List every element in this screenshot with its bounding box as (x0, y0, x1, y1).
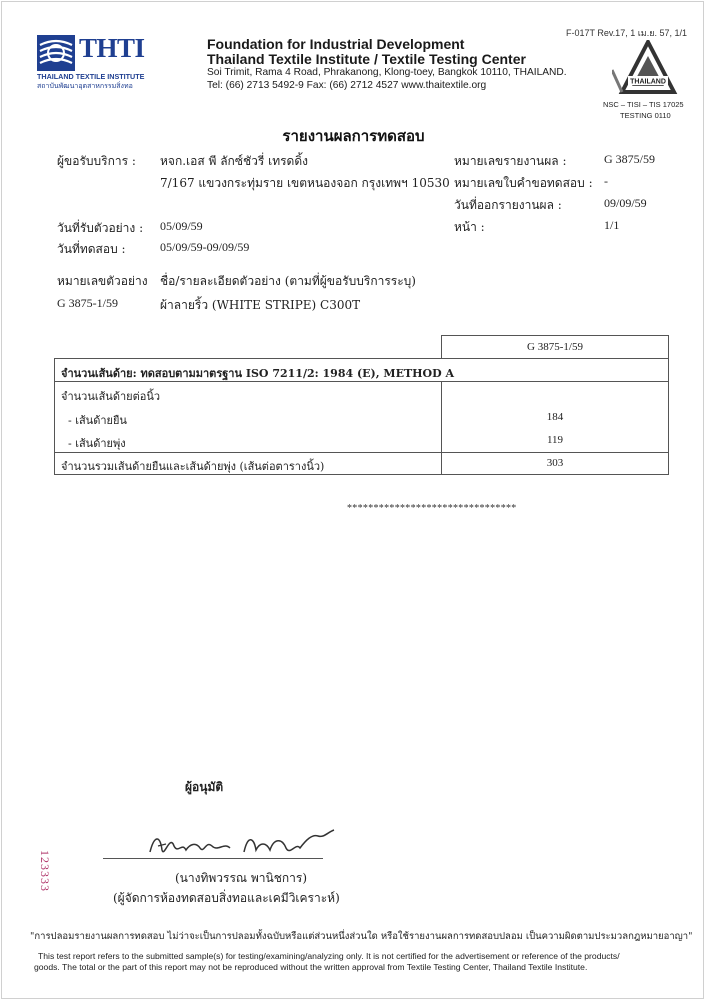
report-no-label: หมายเลขรายงานผล : (454, 154, 567, 168)
logo-subtitle-en: THAILAND TEXTILE INSTITUTE (37, 72, 145, 81)
page-number: 1/1 (604, 218, 620, 232)
end-of-report-marker: ******************************** (347, 503, 517, 514)
report-title: รายงานผลการทดสอบ (282, 127, 425, 145)
disclaimer-english-line-1: This test report refers to the submitted sample(s) for testing/examining/analyzing only. It is not certified for the advertisement or reference of the products/ (38, 951, 620, 961)
disclaimer-thai: "การปลอมรายงานผลการทดสอบ ไม่ว่าจะเป็นการปลอมทั้งฉบับหรือแต่ส่วนหนึ่งส่วนใด หรือใช้รายงานผลการทดสอบปลอม เป็นความผิดตามประมวลกฎหมายอาญา" (30, 931, 693, 942)
signer-title: (ผู้จัดการห้องทดสอบสิ่งทอและเคมีวิเคราะห์) (113, 891, 340, 905)
thti-globe-icon (37, 35, 75, 71)
page-frame (1, 1, 704, 999)
accreditation-line-2: TESTING 0110 (620, 111, 671, 120)
table-column-header: G 3875-1/59 (527, 341, 583, 353)
request-no: - (604, 174, 608, 188)
customer-address: 7/167 แขวงกระทุ่มราย เขตหนองจอก กรุงเทพฯ 10530 (160, 176, 450, 190)
accreditation-triangle-icon (612, 40, 684, 96)
table-row-warp-label: - เส้นด้ายยืน (68, 414, 127, 427)
sample-desc-label: ชื่อ/รายละเอียดตัวอย่าง (ตามที่ผู้ขอรับบริการระบุ) (160, 274, 416, 288)
accreditation-mark-text: THAILAND (630, 78, 666, 86)
accreditation-mark (612, 40, 684, 96)
org-address: Soi Trimit, Rama 4 Road, Phrakanong, Klong-toey, Bangkok 10110, THAILAND. (207, 67, 567, 78)
signer-name: (นางทิพวรรณ พานิชการ) (175, 871, 308, 885)
received-date-label: วันที่รับตัวอย่าง : (57, 221, 144, 235)
page-label: หน้า : (454, 220, 485, 234)
request-no-label: หมายเลขใบคำขอทดสอบ : (454, 176, 593, 190)
org-line-2: Thailand Textile Institute / Textile Testing Center (207, 51, 526, 67)
table-row-weft-value: 119 (546, 434, 564, 446)
thti-logo (37, 33, 161, 93)
issue-date-label: วันที่ออกรายงานผล : (454, 198, 562, 212)
received-date: 05/09/59 (160, 219, 203, 233)
results-table (54, 335, 669, 475)
accreditation-line-1: NSC – TISI – TIS 17025 (603, 100, 684, 109)
test-date-label: วันที่ทดสอบ : (57, 242, 126, 256)
org-contact: Tel: (66) 2713 5492-9 Fax: (66) 2712 4527 www.thaitextile.org (207, 80, 487, 91)
issue-date: 09/09/59 (604, 196, 647, 210)
sample-no-label: หมายเลขตัวอย่าง (57, 274, 148, 288)
table-total-label: จำนวนรวมเส้นด้ายยืนและเส้นด้ายพุ่ง (เส้นต่อตารางนิ้ว) (61, 460, 325, 473)
org-line-1: Foundation for Industrial Development (207, 36, 465, 52)
disclaimer-english-line-2: goods. The total or the part of this report may not be reproduced without the written approval from Textile Testing Center, Thailand Textile Institute. (34, 962, 588, 972)
sample-no: G 3875-1/59 (57, 296, 118, 310)
table-group-label: จำนวนเส้นด้ายต่อนิ้ว (61, 390, 161, 403)
table-row-weft-label: - เส้นด้ายพุ่ง (68, 437, 126, 450)
logo-subtitle-th: สถาบันพัฒนาอุตสาหกรรมสิ่งทอ (37, 82, 133, 90)
serial-stamp: 123333 (38, 850, 52, 892)
table-total-value: 303 (546, 457, 564, 469)
test-date: 05/09/59-09/09/59 (160, 240, 250, 254)
approval-label: ผู้อนุมัติ (185, 780, 224, 794)
signature-line (103, 858, 323, 859)
form-code: F-017T Rev.17, 1 เม.ย. 57, 1/1 (566, 28, 688, 38)
customer-name: หจก.เอส พี ลักซ์ชัวรี่ เทรดดิ้ง (160, 154, 309, 168)
logo-wordmark: THTI (79, 33, 145, 63)
table-section-title: จำนวนเส้นด้าย: ทดสอบตามมาตรฐาน ISO 7211/2: 1984 (E), METHOD A (61, 367, 455, 380)
customer-label: ผู้ขอรับบริการ : (57, 154, 136, 168)
report-no: G 3875/59 (604, 152, 655, 166)
table-row-warp-value: 184 (546, 411, 564, 423)
sample-desc: ผ้าลายริ้ว (WHITE STRIPE) C300T (160, 298, 361, 312)
